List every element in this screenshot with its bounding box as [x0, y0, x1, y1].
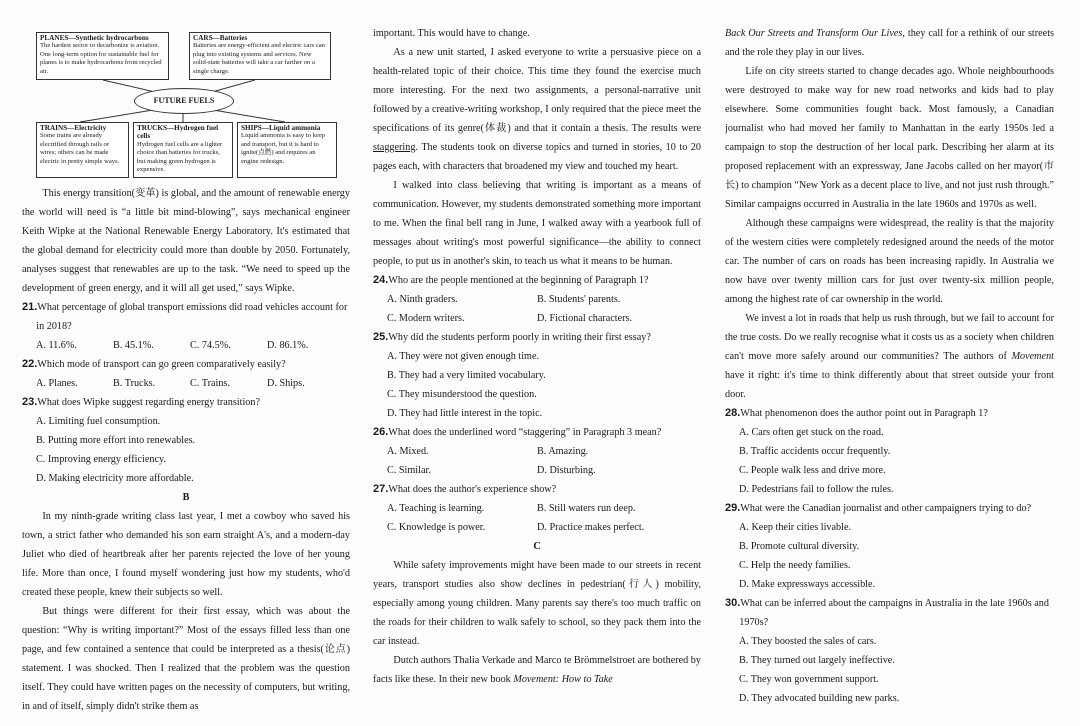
option[interactable]: D. Fictional characters.: [537, 313, 633, 324]
passage-c-paragraph: Dutch authors Thalia Verkade and Marco te Brömmelstroet are bothered by facts like these. In their new book Movement: How to Take: [373, 655, 701, 685]
option[interactable]: D. Making electricity more affordable.: [36, 473, 194, 484]
question-22: 22.Which mode of transport can go green comparatively easily?: [22, 358, 286, 370]
option[interactable]: D. They had little interest in the topic.: [387, 408, 543, 419]
option[interactable]: B. Traffic accidents occur frequently.: [739, 446, 891, 457]
question-27-options: [373, 518, 701, 537]
column-2: [373, 24, 701, 722]
option[interactable]: C. Modern writers.: [387, 313, 465, 324]
box-ships-title: SHIPS—Liquid ammonia: [241, 124, 321, 132]
question-29: 29.What were the Canadian journalist and other campaigners trying to do?: [725, 502, 1032, 514]
option[interactable]: A. They were not given enough time.: [387, 351, 540, 362]
question-24: 24.Who are the people mentioned at the beginning of Paragraph 1?: [373, 274, 649, 286]
box-planes-text: The hardest sector to decarbonize is aviation. One long-term option for sustainable fuel for planes is to make hydrocarbons from recycled air.: [40, 42, 162, 75]
book-title: Movement: How to Take: [513, 674, 613, 685]
option[interactable]: B. Promote cultural diversity.: [739, 541, 860, 552]
question-23: 23.What does Wipke suggest regarding energy transition?: [22, 396, 261, 408]
box-ships-text: Liquid ammonia is easy to keep and transport, but it is hard to ignite(点燃) and requires an engine redesign.: [241, 132, 326, 165]
future-fuels-label: FUTURE FUELS: [134, 88, 234, 114]
option[interactable]: A. Planes.: [36, 378, 78, 389]
option[interactable]: C. Help the needy families.: [739, 560, 851, 571]
option[interactable]: D. Practice makes perfect.: [537, 522, 645, 533]
column-3: [725, 24, 1054, 722]
passage-b-paragraph: I walked into class believing that writing is important as a means of communication. However, my students demonstrated something more important to me. When the final bell rang in June, I walked away with a yearbook full of messages about writing's most powerful significance—the ability to connect people, to put us in another's skin, to teach us what it means to be human.: [373, 180, 701, 267]
option[interactable]: D. Pedestrians fail to follow the rules.: [739, 484, 894, 495]
box-cars-title: CARS—Batteries: [193, 34, 248, 42]
book-title: Back Our Streets and Transform Our Lives: [725, 28, 903, 39]
option[interactable]: D. They advocated building new parks.: [739, 693, 900, 704]
option[interactable]: A. Limiting fuel consumption.: [36, 416, 161, 427]
question-30: 30.What can be inferred about the campaigns in Australia in the late 1960s and 1970s?: [725, 597, 1049, 628]
option[interactable]: A. Cars often get stuck on the road.: [739, 427, 884, 438]
passage-b-paragraph: In my ninth-grade writing class last year, I met a cowboy who saved his town, a strict father who demanded his son earn straight A's, and a modern-day Juliet who died of heartbreak after her parents rejected the love of her young life. More than once, I found myself wondering just how my students, who'd created these people, knew their subjects so well.: [22, 511, 350, 598]
option[interactable]: D. Ships.: [267, 378, 305, 389]
option[interactable]: A. Teaching is learning.: [387, 503, 485, 514]
option[interactable]: D. 86.1%.: [267, 340, 309, 351]
option[interactable]: C. Trains.: [190, 378, 230, 389]
box-trains: [36, 122, 129, 178]
passage-b-paragraph: important. This would have to change.: [373, 28, 530, 39]
box-trains-title: TRAINS—Electricity: [40, 124, 107, 132]
underlined-word: staggering: [373, 142, 416, 153]
option[interactable]: C. Improving energy efficiency.: [36, 454, 166, 465]
option[interactable]: C. They won government support.: [739, 674, 879, 685]
option[interactable]: B. Still waters run deep.: [537, 503, 636, 514]
question-26: 26.What does the underlined word “staggering” in Paragraph 3 mean?: [373, 426, 662, 438]
passage-c-paragraph: Life on city streets started to change decades ago. Whole neighbourhoods were destroyed to make way for new road networks and kids had to play elsewhere. Some communities fought back. Most famously, a Canadian journalist who had moved her family to Manhattan in the early 1950s led a campaign to stop the destruction of her local park. Describing her alarm at its proposed replacement with an expressway, Jane Jacobs called on her mayor(市长) to champion “New York as a decent place to live, and not just rush through.” Similar campaigns occurred in Australia in the late 1960s and 1970s as well.: [725, 66, 1054, 210]
option[interactable]: C. Knowledge is power.: [387, 522, 486, 533]
option[interactable]: B. 45.1%.: [113, 340, 154, 351]
question-27: 27.What does the author's experience show?: [373, 483, 557, 495]
passage-c-paragraph: While safety improvements might have been made to our streets in recent years, transport studies also show declines in pedestrian(行人) mobility, especially among young children. Many parents say there's too much traffic on the roads for their children to walk safely to school, so they pack them into the car instead.: [373, 560, 701, 647]
option[interactable]: C. People walk less and drive more.: [739, 465, 886, 476]
option[interactable]: C. 74.5%.: [190, 340, 231, 351]
box-trains-text: Some trains are already electrified through rails or wires; others can be made electric in pretty simple ways.: [40, 132, 120, 165]
book-title: Movement: [1011, 351, 1054, 362]
section-c-heading: C: [533, 541, 541, 552]
question-22-options: [22, 374, 350, 393]
question-28: 28.What phenomenon does the author point out in Paragraph 1?: [725, 407, 988, 419]
passage-a-paragraph: This energy transition(变革) is global, and the amount of renewable energy the world will need is “a little bit mind-blowing”, says mechanical engineer Keith Wipke at the National Renewable Energy Laboratory. It's estimated that the global demand for electricity could more than double by 2050. Fortunately, analyses suggest that renewables are up to the task. “We need to speed up the development of green energy, and it will all get used,” says Wipke.: [22, 188, 350, 294]
option[interactable]: A. 11.6%.: [36, 340, 77, 351]
box-planes-title: PLANES—Synthetic hydrocarbons: [40, 34, 149, 42]
option[interactable]: C. Similar.: [387, 465, 431, 476]
question-21-options: [22, 336, 350, 355]
question-26-options: [373, 442, 701, 461]
option[interactable]: A. They boosted the sales of cars.: [739, 636, 877, 647]
box-trucks: [133, 122, 233, 178]
passage-c-paragraph: Although these campaigns were widespread, the reality is that the majority of the western cities were completely redesigned around the needs of the motor car. The number of cars on roads has been increasing rapidly. In Australia we now have over twenty million cars for just over twenty-six million people, among the highest rate of car ownership in the world.: [725, 218, 1054, 305]
option[interactable]: A. Mixed.: [387, 446, 429, 457]
option[interactable]: C. They misunderstood the question.: [387, 389, 537, 400]
box-trucks-text: Hydrogen fuel cells are a lighter choice than batteries for trucks, but making green hydrogen is expensive.: [137, 140, 223, 174]
question-25: 25.Why did the students perform poorly in writing their first essay?: [373, 331, 651, 343]
question-24-options: [373, 290, 701, 309]
passage-c-paragraph: We invest a lot in roads that help us rush through, but we fail to account for the true costs. Do we really recognise what it costs us as a society when children can't move more safely around our communities? The authors of Movement have it right: it's time to think differently about that street outside your front door.: [725, 313, 1054, 400]
box-cars: [189, 32, 331, 80]
option[interactable]: B. They had a very limited vocabulary.: [387, 370, 546, 381]
box-cars-text: Batteries are energy-efficient and electric cars can plug into existing systems and services. New solid-state batteries will take a car farther on a single charge.: [193, 42, 325, 75]
box-planes: [36, 32, 169, 80]
question-24-options: [373, 309, 701, 328]
passage-b-paragraph: As a new unit started, I asked everyone to write a persuasive piece on a health-related topic of their choice. This time they found the exercise much more interesting. For the next two assignments, a personal-narrative unit followed by a creative-writing workshop, I only required that the piece meet the specifications of its genre(体裁) and that it contain a thesis. The results were staggering. The students took on diverse topics and turned in stories, 10 to 20 pages each, with characters that broadened my view and touched my heart.: [373, 47, 701, 172]
option[interactable]: A. Ninth graders.: [387, 294, 458, 305]
option[interactable]: D. Disturbing.: [537, 465, 596, 476]
box-trucks-title: TRUCKS—Hydrogen fuel cells: [137, 124, 219, 141]
question-27-options: [373, 499, 701, 518]
option[interactable]: A. Keep their cities livable.: [739, 522, 852, 533]
option[interactable]: B. Trucks.: [113, 378, 156, 389]
option[interactable]: B. Students' parents.: [537, 294, 621, 305]
box-ships: [237, 122, 337, 178]
option[interactable]: B. Amazing.: [537, 446, 589, 457]
question-26-options: [373, 461, 701, 480]
passage-c-paragraph: Back Our Streets and Transform Our Lives, they call for a rethink of our streets and the role they play in our lives.: [725, 28, 1054, 58]
option[interactable]: B. Putting more effort into renewables.: [36, 435, 196, 446]
passage-b-paragraph: But things were different for their first essay, which was about the question: “Why is writing important?” Most of the essays filled less than one page, and few contained a sentence that could be interpreted as a thesis(论点) statement. I was shocked. Then I realized that the problem was the question itself. They could have written pages on the necessity of computers, but writing, in and of itself, simply didn't strike them as: [22, 606, 350, 712]
option[interactable]: B. They turned out largely ineffective.: [739, 655, 895, 666]
column-1: [22, 184, 350, 722]
section-b-heading: B: [182, 492, 190, 503]
option[interactable]: D. Make expressways accessible.: [739, 579, 876, 590]
question-21: 21.What percentage of global transport emissions did road vehicles account for in 2018?: [22, 301, 348, 332]
